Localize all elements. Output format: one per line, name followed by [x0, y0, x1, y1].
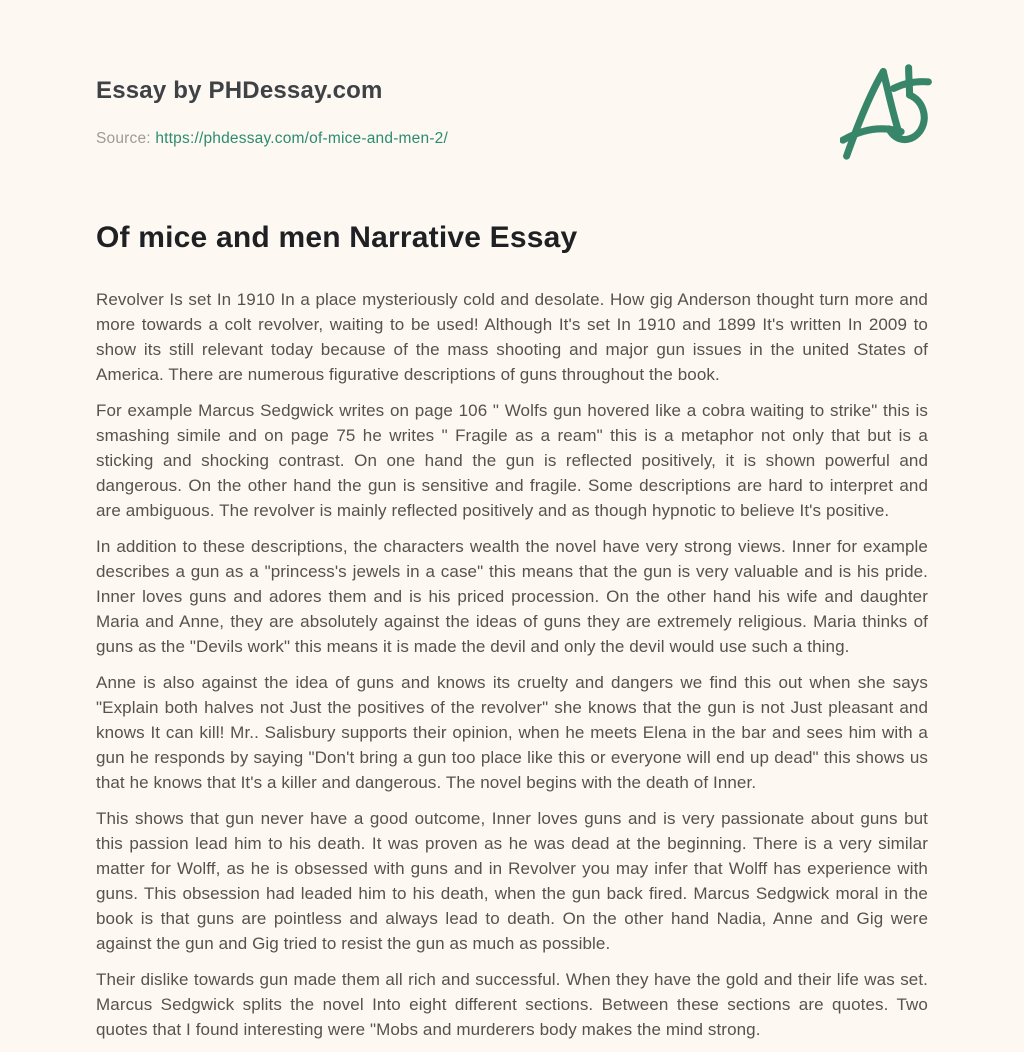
site-title: Essay by PHDessay.com: [96, 77, 383, 104]
a-plus-logo-icon: [840, 58, 934, 164]
essay-title: Of mice and men Narrative Essay: [96, 221, 578, 254]
source-row: [96, 128, 928, 149]
essay-paragraph-1: Revolver Is set In 1910 In a place mysteriously cold and desolate. How gig Anderson thought turn more and more towards a colt revolver, waiting to be used! Although It's set In 1910 and 1899 It's written In 2009 to show its still relevant today because of the mass shooting and major gun issues in the united States of America. There are numerous figurative descriptions of guns throughout the book.: [96, 290, 928, 384]
essay-paragraph-6: Their dislike towards gun made them all rich and successful. When they have the gold and their life was set. Marcus Sedgwick splits the novel Into eight different sections. Between these sections are quotes. Two quotes that I found interesting were "Mobs and murderers body makes the mind strong.: [96, 970, 928, 1039]
essay-body: [96, 287, 928, 1042]
essay-page: [96, 0, 928, 1042]
source-label: Source:: [96, 130, 151, 147]
essay-paragraph-3: In addition to these descriptions, the characters wealth the novel have very strong views. Inner for example describes a gun as a "princess's jewels in a case" this means that the gun is very valuable and is his pride. Inner loves guns and adores them and is his priced procession. On the other hand his wife and daughter Maria and Anne, they are absolutely against the ideas of guns they are extremely religious. Maria thinks of guns as the "Devils work" this means it is made the devil and only the devil would use such a thing.: [96, 537, 928, 656]
essay-paragraph-4: Anne is also against the idea of guns and knows its cruelty and dangers we find this out when she says "Explain both halves not Just the positives of the revolver" she knows that the gun is not Just pleasant and knows It can kill! Mr.. Salisbury supports their opinion, when he meets Elena in the bar and sees him with a gun he responds by saying "Don't bring a gun too place like this or everyone will end up dead" this shows us that he knows that It's a killer and dangerous. The novel begins with the death of Inner.: [96, 673, 928, 792]
essay-paragraph-2: For example Marcus Sedgwick writes on page 106 " Wolfs gun hovered like a cobra waiting to strike" this is smashing simile and on page 75 he writes " Fragile as a ream" this is a metaphor not only that but is a sticking and shocking contrast. On one hand the gun is reflected positively, it is shown powerful and dangerous. On the other hand the gun is sensitive and fragile. Some descriptions are hard to interpret and are ambiguous. The revolver is mainly reflected positively and as though hypnotic to believe It's positive.: [96, 401, 928, 520]
source-link[interactable]: https://phdessay.com/of-mice-and-men-2/: [155, 130, 449, 147]
essay-paragraph-5: This shows that gun never have a good outcome, Inner loves guns and is very passionate about guns but this passion lead him to his death. It was proven as he was dead at the beginning. There is a very similar matter for Wolff, as he is obsessed with guns and in Revolver you may infer that Wolff has experience with guns. This obsession had leaded him to his death, when the gun back fired. Marcus Sedgwick moral in the book is that guns are pointless and always lead to death. On the other hand Nadia, Anne and Gig were against the gun and Gig tried to resist the gun as much as possible.: [96, 809, 928, 953]
